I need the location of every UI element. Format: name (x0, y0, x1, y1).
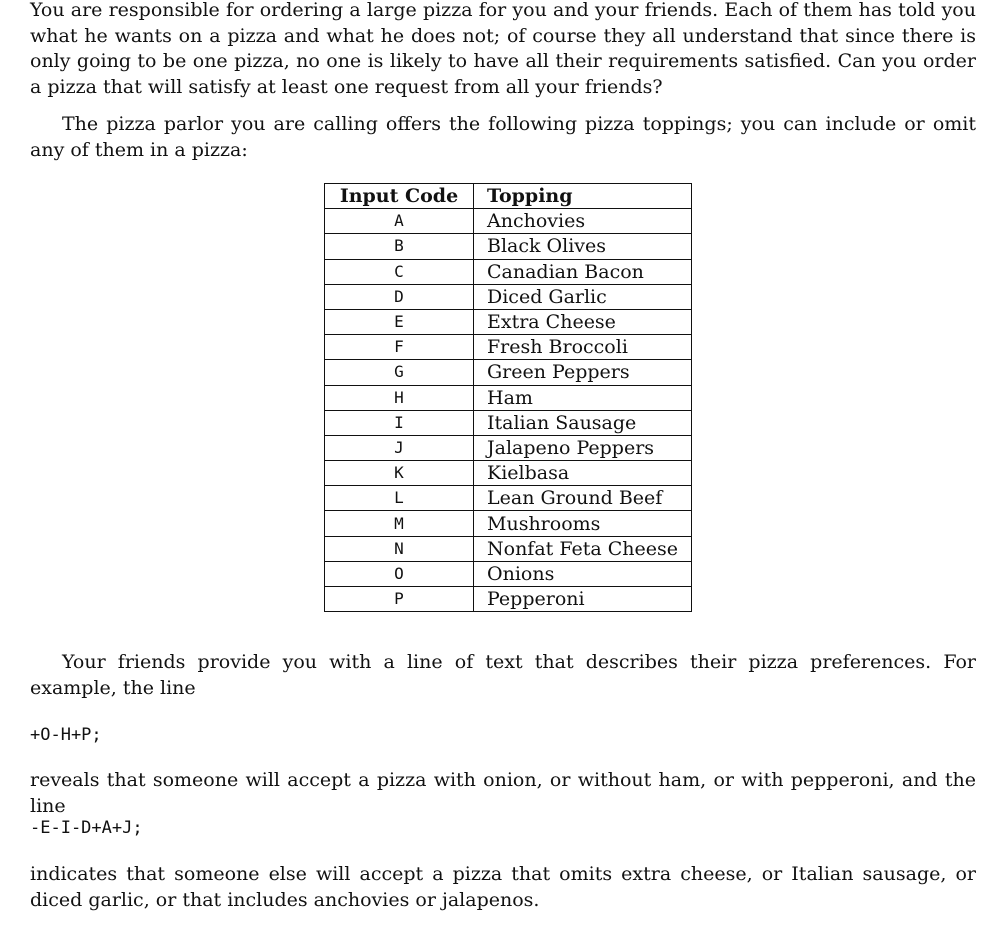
input-code-cell: K (325, 461, 474, 486)
topping-name-cell: Italian Sausage (474, 410, 692, 435)
example-line-2: -E-I-D+A+J; (30, 818, 143, 838)
input-code-cell: M (325, 511, 474, 536)
topping-name-cell: Nonfat Feta Cheese (474, 536, 692, 561)
reveals-paragraph: reveals that someone will accept a pizza with onion, or without ham, or with pepperoni, and the line (30, 769, 976, 817)
header-topping: Topping (474, 184, 692, 209)
table-row (325, 209, 692, 234)
table-row (325, 360, 692, 385)
parlor-paragraph: The pizza parlor you are calling offers the following pizza toppings; you can include or omit any of them in a pizza: (30, 113, 976, 161)
table-row (325, 309, 692, 334)
input-code-cell: H (325, 385, 474, 410)
toppings-table-body (325, 209, 692, 612)
table-row (325, 587, 692, 612)
topping-name-cell: Diced Garlic (474, 284, 692, 309)
topping-name-cell: Jalapeno Peppers (474, 435, 692, 460)
input-code-cell: O (325, 561, 474, 586)
topping-name-cell: Lean Ground Beef (474, 486, 692, 511)
input-code-cell: L (325, 486, 474, 511)
table-row (325, 284, 692, 309)
table-row (325, 561, 692, 586)
example-line-1: +O-H+P; (30, 725, 102, 745)
friends-paragraph: Your friends provide you with a line of text that describes their pizza preferences. For example, the line (30, 651, 976, 699)
topping-name-cell: Pepperoni (474, 587, 692, 612)
table-row (325, 410, 692, 435)
input-code-cell: G (325, 360, 474, 385)
table-row (325, 435, 692, 460)
table-row (325, 385, 692, 410)
input-code-cell: P (325, 587, 474, 612)
indicates-paragraph: indicates that someone else will accept a pizza that omits extra cheese, or Italian sausage, or diced garlic, or that includes anchovies or jalapenos. (30, 863, 976, 911)
topping-name-cell: Extra Cheese (474, 309, 692, 334)
header-input-code: Input Code (325, 184, 474, 209)
topping-name-cell: Mushrooms (474, 511, 692, 536)
input-code-cell: C (325, 259, 474, 284)
intro-paragraph: You are responsible for ordering a large pizza for you and your friends. Each of them has told you what he wants on a pizza and what he does not; of course they all understand that since there is only going to be one pizza, no one is likely to have all their requirements satisfied. Can you order a pizza that will satisfy at least one request from all your friends? (30, 0, 976, 98)
input-code-cell: N (325, 536, 474, 561)
input-code-cell: I (325, 410, 474, 435)
topping-name-cell: Fresh Broccoli (474, 335, 692, 360)
topping-name-cell: Ham (474, 385, 692, 410)
input-code-cell: E (325, 309, 474, 334)
input-code-cell: D (325, 284, 474, 309)
input-code-cell: A (325, 209, 474, 234)
table-row (325, 511, 692, 536)
input-code-cell: F (325, 335, 474, 360)
table-row (325, 335, 692, 360)
table-row (325, 259, 692, 284)
topping-name-cell: Green Peppers (474, 360, 692, 385)
topping-name-cell: Black Olives (474, 234, 692, 259)
topping-name-cell: Onions (474, 561, 692, 586)
table-row (325, 461, 692, 486)
table-row (325, 486, 692, 511)
toppings-table (324, 183, 692, 612)
table-row (325, 234, 692, 259)
topping-name-cell: Canadian Bacon (474, 259, 692, 284)
topping-name-cell: Kielbasa (474, 461, 692, 486)
table-header-row (325, 184, 692, 209)
input-code-cell: B (325, 234, 474, 259)
table-row (325, 536, 692, 561)
input-code-cell: J (325, 435, 474, 460)
topping-name-cell: Anchovies (474, 209, 692, 234)
